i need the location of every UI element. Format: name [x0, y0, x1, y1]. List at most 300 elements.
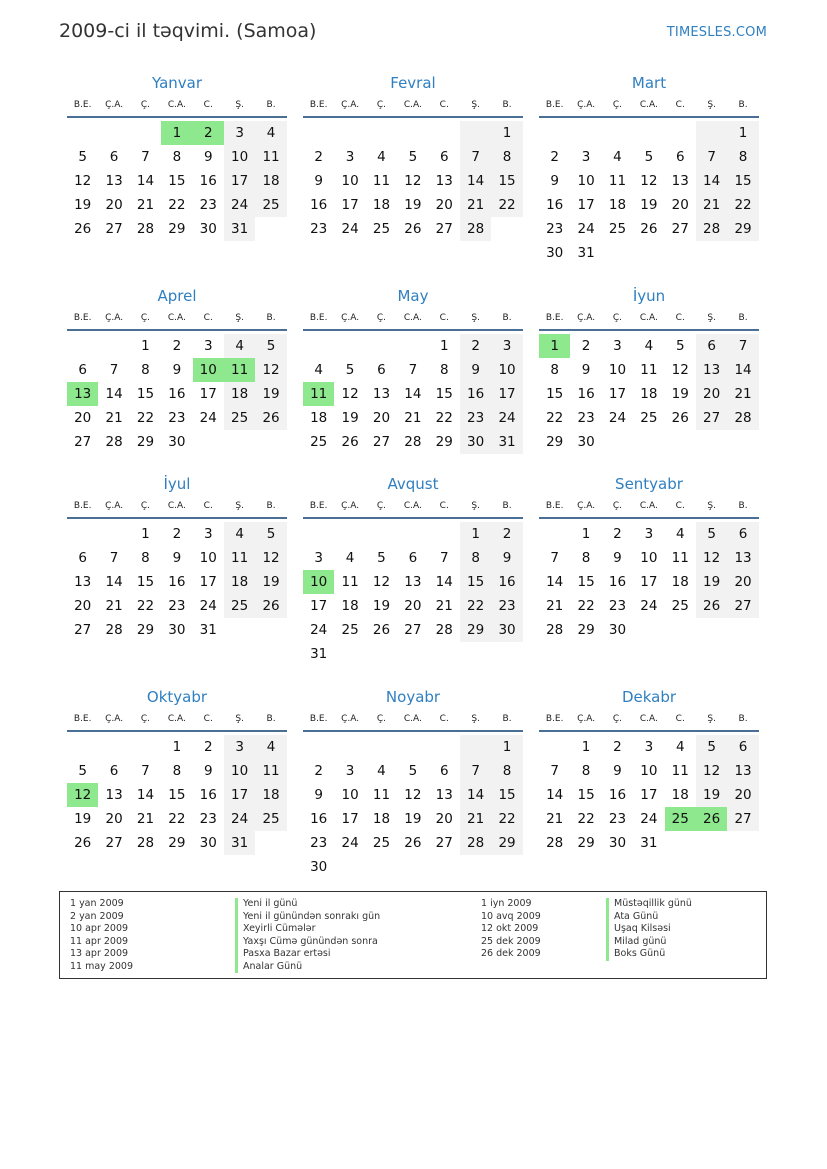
day-cell: 3: [224, 735, 255, 759]
day-cell: 28: [136, 221, 155, 237]
day-cell: 6: [78, 362, 87, 378]
day-cell: 30: [577, 434, 595, 450]
weekday-label: B.: [738, 501, 748, 511]
day-cell: 20: [404, 598, 422, 614]
day-cell: 13: [105, 787, 123, 803]
weekday-label: B.: [266, 100, 276, 110]
holiday-day-cell: 1: [161, 121, 192, 145]
day-cell: 7: [460, 145, 491, 169]
day-cell: 27: [727, 807, 758, 831]
legend-date: 10 apr 2009: [70, 923, 129, 934]
day-cell: 17: [640, 787, 658, 803]
day-cell: 30: [168, 434, 186, 450]
weekday-label: Ç.A.: [341, 501, 360, 511]
day-cell: 2: [581, 338, 591, 354]
empty-cell: [334, 121, 365, 145]
day-cell: 31: [310, 646, 328, 662]
day-cell: 15: [491, 169, 522, 193]
day-cell: 8: [141, 550, 150, 566]
day-cell: 10: [341, 173, 359, 189]
day-cell: 12: [404, 173, 422, 189]
day-cell: 17: [640, 574, 658, 590]
day-cell: 12: [255, 546, 286, 570]
weekday-header: [67, 94, 287, 118]
legend-date: 26 dek 2009: [481, 948, 541, 959]
day-cell: 9: [172, 362, 182, 378]
day-cell: 5: [377, 550, 386, 566]
day-cell: 1: [460, 522, 491, 546]
day-cell: 14: [696, 169, 727, 193]
day-cell: 24: [608, 410, 627, 426]
day-cell: 15: [460, 570, 491, 594]
day-cell: 22: [546, 410, 564, 426]
day-cell: 27: [671, 221, 689, 237]
day-cell: 25: [224, 594, 255, 618]
month-block: [67, 285, 287, 454]
day-cell: 23: [310, 221, 328, 237]
day-cell: 8: [172, 763, 182, 779]
day-cell: 4: [377, 149, 386, 165]
day-cell: 20: [372, 410, 391, 426]
day-cell: 7: [460, 759, 491, 783]
weekday-label: C.A.: [167, 100, 186, 110]
weekday-label: C.: [203, 714, 213, 724]
empty-cell: [98, 522, 129, 546]
day-cell: 1: [172, 739, 182, 755]
day-cell: 3: [345, 763, 355, 779]
day-cell: 10: [577, 173, 595, 189]
legend-date: 2 yan 2009: [70, 910, 124, 922]
day-cell: 18: [255, 169, 286, 193]
holiday-day-cell: 12: [67, 783, 98, 807]
weekday-label: C.A.: [167, 313, 186, 323]
day-cell: 13: [727, 759, 758, 783]
weekday-label: C.: [439, 501, 449, 511]
weekday-label: Ç.A.: [105, 714, 124, 724]
day-cell: 17: [224, 169, 255, 193]
day-cell: 5: [255, 334, 286, 358]
day-cell: 6: [377, 362, 386, 378]
holiday-day-cell: 10: [193, 358, 224, 382]
day-cell: 9: [491, 546, 522, 570]
day-cell: 15: [727, 169, 758, 193]
month-name: Aprel: [157, 287, 197, 305]
day-grid: [303, 735, 523, 879]
day-cell: 1: [491, 121, 522, 145]
month-block: [67, 686, 287, 855]
day-cell: 21: [136, 811, 155, 827]
weekday-label: C.: [439, 313, 449, 323]
weekday-label: Ç.A.: [577, 501, 596, 511]
day-cell: 23: [168, 410, 186, 426]
day-cell: 24: [341, 221, 359, 237]
weekday-label: B.E.: [545, 714, 564, 724]
day-cell: 17: [199, 574, 217, 590]
day-cell: 22: [168, 197, 186, 213]
day-cell: 15: [168, 787, 186, 803]
empty-cell: [570, 121, 601, 145]
day-cell: 5: [408, 149, 418, 165]
day-cell: 17: [608, 386, 627, 402]
day-cell: 26: [640, 221, 658, 237]
month-name: İyun: [632, 287, 666, 305]
day-cell: 26: [341, 434, 359, 450]
day-cell: 8: [172, 149, 182, 165]
day-cell: 19: [372, 598, 391, 614]
day-cell: 27: [404, 622, 422, 638]
day-cell: 7: [109, 550, 119, 566]
day-cell: 12: [404, 787, 422, 803]
weekday-label: Ç.: [140, 501, 151, 511]
day-cell: 26: [404, 835, 422, 851]
day-cell: 21: [136, 197, 155, 213]
empty-cell: [539, 121, 570, 145]
day-cell: 12: [372, 574, 391, 590]
weekday-label: Ç.: [612, 714, 623, 724]
empty-cell: [633, 121, 664, 145]
holiday-day-cell: 11: [303, 382, 334, 406]
day-cell: 1: [581, 739, 591, 755]
weekday-label: B.E.: [545, 100, 564, 110]
weekday-label: C.: [675, 501, 685, 511]
day-cell: 10: [608, 362, 627, 378]
day-cell: 29: [168, 221, 186, 237]
legend-date: 10 avq 2009: [481, 910, 541, 922]
day-cell: 1: [491, 735, 522, 759]
legend-date: 25 dek 2009: [481, 935, 541, 947]
day-cell: 27: [696, 406, 727, 430]
day-grid: [67, 334, 287, 454]
day-cell: 22: [136, 598, 155, 614]
day-cell: 18: [224, 382, 255, 406]
day-cell: 18: [608, 197, 627, 213]
day-cell: 12: [341, 386, 359, 402]
weekday-label: C.A.: [403, 501, 422, 511]
empty-cell: [130, 735, 161, 759]
day-cell: 19: [696, 783, 727, 807]
day-cell: 23: [460, 406, 491, 430]
day-cell: 19: [404, 197, 422, 213]
day-cell: 31: [640, 835, 658, 851]
day-cell: 23: [577, 410, 595, 426]
day-cell: 25: [341, 622, 359, 638]
empty-cell: [397, 735, 428, 759]
day-cell: 23: [608, 811, 627, 827]
day-cell: 17: [310, 598, 328, 614]
day-cell: 30: [460, 430, 491, 454]
day-cell: 28: [105, 622, 123, 638]
weekday-header: [303, 307, 523, 331]
day-cell: 24: [640, 811, 658, 827]
day-cell: 3: [345, 149, 355, 165]
weekday-label: B.E.: [309, 714, 328, 724]
day-cell: 21: [696, 193, 727, 217]
day-cell: 28: [696, 217, 727, 241]
empty-cell: [67, 522, 98, 546]
day-cell: 27: [105, 835, 123, 851]
day-cell: 9: [203, 763, 213, 779]
empty-cell: [334, 735, 365, 759]
empty-cell: [429, 522, 460, 546]
weekday-label: B.E.: [73, 313, 92, 323]
day-cell: 30: [199, 835, 217, 851]
day-grid: [539, 735, 759, 855]
day-cell: 28: [435, 622, 453, 638]
legend-date: 1 yan 2009: [70, 898, 124, 909]
day-cell: 18: [640, 386, 658, 402]
day-cell: 23: [310, 835, 328, 851]
day-cell: 3: [203, 526, 213, 542]
day-cell: 25: [608, 221, 627, 237]
empty-cell: [696, 121, 727, 145]
day-grid: [539, 334, 759, 454]
day-cell: 9: [581, 362, 591, 378]
day-cell: 11: [640, 362, 658, 378]
weekday-label: Ş.: [707, 501, 716, 511]
weekday-label: Ç.: [376, 714, 387, 724]
weekday-header: [539, 708, 759, 732]
day-cell: 30: [608, 835, 627, 851]
legend-right-names: [606, 898, 692, 961]
legend-holiday-name: Yeni il günündən sonrakı gün: [235, 911, 380, 924]
day-cell: 4: [345, 550, 355, 566]
day-cell: 23: [608, 598, 627, 614]
day-cell: 7: [727, 334, 758, 358]
site-brand-link[interactable]: TIMESLES.COM: [666, 25, 767, 40]
weekday-label: C.: [439, 714, 449, 724]
day-cell: 30: [608, 622, 627, 638]
day-cell: 14: [105, 574, 123, 590]
day-cell: 28: [727, 406, 758, 430]
day-cell: 18: [310, 410, 328, 426]
day-grid: [67, 121, 287, 241]
month-name: Yanvar: [151, 74, 203, 92]
legend-right-dates: [481, 898, 541, 961]
day-cell: 3: [644, 526, 654, 542]
day-cell: 30: [168, 622, 186, 638]
day-cell: 31: [199, 622, 217, 638]
weekday-label: B.E.: [545, 501, 564, 511]
day-cell: 11: [341, 574, 359, 590]
day-cell: 24: [341, 835, 359, 851]
day-cell: 5: [675, 338, 685, 354]
empty-cell: [67, 735, 98, 759]
day-cell: 11: [224, 546, 255, 570]
holiday-day-cell: 13: [67, 382, 98, 406]
month-name: Fevral: [390, 74, 436, 92]
day-cell: 10: [640, 550, 658, 566]
day-cell: 27: [435, 835, 453, 851]
weekday-label: B.: [502, 313, 512, 323]
empty-cell: [429, 735, 460, 759]
day-cell: 5: [78, 149, 87, 165]
day-cell: 26: [255, 406, 286, 430]
day-cell: 1: [141, 338, 150, 354]
day-grid: [539, 522, 759, 642]
empty-cell: [67, 334, 98, 358]
weekday-header: [303, 708, 523, 732]
day-cell: 22: [435, 410, 453, 426]
weekday-label: Ş.: [471, 313, 480, 323]
day-cell: 29: [168, 835, 186, 851]
day-grid: [67, 522, 287, 642]
weekday-label: Ç.: [376, 501, 387, 511]
month-block: [67, 72, 287, 241]
day-cell: 20: [727, 783, 758, 807]
day-cell: 14: [546, 787, 564, 803]
day-cell: 22: [577, 598, 595, 614]
day-cell: 4: [377, 763, 386, 779]
day-cell: 13: [435, 787, 453, 803]
day-cell: 6: [675, 149, 685, 165]
month-block: [539, 72, 759, 265]
holiday-day-cell: 25: [665, 807, 696, 831]
day-cell: 20: [105, 811, 123, 827]
day-cell: 25: [671, 598, 689, 614]
day-cell: 7: [109, 362, 119, 378]
day-cell: 3: [491, 334, 522, 358]
day-cell: 4: [224, 334, 255, 358]
day-cell: 24: [224, 807, 255, 831]
day-cell: 4: [675, 526, 685, 542]
day-cell: 8: [727, 145, 758, 169]
month-name: Oktyabr: [146, 688, 208, 706]
weekday-label: Ç.: [612, 501, 623, 511]
legend-holiday-name: Uşaq Kilsəsi: [606, 923, 692, 936]
weekday-label: Ş.: [707, 714, 716, 724]
weekday-header: [67, 708, 287, 732]
day-cell: 16: [310, 811, 328, 827]
day-cell: 31: [491, 430, 522, 454]
empty-cell: [303, 334, 334, 358]
day-cell: 16: [491, 570, 522, 594]
day-cell: 8: [491, 759, 522, 783]
day-cell: 22: [136, 410, 155, 426]
day-cell: 2: [172, 526, 182, 542]
day-cell: 23: [199, 197, 217, 213]
legend-holiday-name: Yeni il günü: [235, 898, 380, 911]
weekday-label: Ç.A.: [577, 100, 596, 110]
day-cell: 18: [255, 783, 286, 807]
day-cell: 18: [372, 811, 391, 827]
weekday-label: B.E.: [73, 501, 92, 511]
day-cell: 31: [224, 831, 255, 855]
day-cell: 15: [546, 386, 564, 402]
empty-cell: [366, 522, 397, 546]
day-cell: 6: [109, 763, 119, 779]
day-cell: 30: [199, 221, 217, 237]
weekday-label: Ş.: [235, 714, 244, 724]
day-cell: 6: [727, 735, 758, 759]
day-cell: 30: [491, 618, 522, 642]
weekday-label: C.A.: [639, 501, 658, 511]
day-cell: 9: [203, 149, 213, 165]
day-cell: 17: [577, 197, 595, 213]
day-cell: 11: [372, 787, 391, 803]
day-cell: 11: [372, 173, 391, 189]
day-cell: 20: [671, 197, 689, 213]
day-cell: 16: [199, 173, 217, 189]
month-block: [539, 686, 759, 855]
day-cell: 18: [372, 197, 391, 213]
day-cell: 7: [550, 763, 559, 779]
weekday-label: B.E.: [309, 313, 328, 323]
weekday-label: Ş.: [707, 100, 716, 110]
weekday-label: Ş.: [471, 714, 480, 724]
day-cell: 19: [74, 197, 92, 213]
holiday-day-cell: 11: [224, 358, 255, 382]
empty-cell: [334, 334, 365, 358]
day-cell: 15: [577, 787, 595, 803]
day-cell: 22: [727, 193, 758, 217]
day-cell: 20: [74, 598, 92, 614]
day-cell: 23: [199, 811, 217, 827]
weekday-label: B.E.: [73, 100, 92, 110]
legend-left-dates: [70, 898, 133, 973]
day-cell: 11: [671, 550, 689, 566]
day-cell: 24: [491, 406, 522, 430]
day-cell: 29: [136, 622, 155, 638]
day-cell: 25: [255, 193, 286, 217]
day-cell: 13: [671, 173, 689, 189]
day-cell: 10: [341, 787, 359, 803]
weekday-label: Ç.A.: [105, 501, 124, 511]
day-cell: 19: [640, 197, 658, 213]
day-cell: 19: [255, 570, 286, 594]
day-cell: 2: [314, 763, 323, 779]
month-name: Sentyabr: [615, 475, 683, 493]
day-cell: 9: [613, 550, 622, 566]
day-cell: 2: [314, 149, 323, 165]
legend-date: 1 iyn 2009: [481, 898, 532, 909]
day-cell: 1: [727, 121, 758, 145]
day-cell: 11: [671, 763, 689, 779]
day-cell: 18: [224, 570, 255, 594]
day-cell: 7: [141, 149, 150, 165]
day-cell: 13: [696, 358, 727, 382]
empty-cell: [67, 121, 98, 145]
day-cell: 24: [224, 193, 255, 217]
weekday-label: Ç.A.: [577, 313, 596, 323]
day-cell: 26: [671, 410, 689, 426]
weekday-label: Ç.: [140, 313, 151, 323]
weekday-label: Ş.: [471, 501, 480, 511]
day-cell: 11: [255, 145, 286, 169]
legend-holiday-name: Analar Günü: [235, 961, 380, 974]
day-cell: 18: [341, 598, 359, 614]
legend-holiday-name: Müstəqillik günü: [606, 898, 692, 911]
day-cell: 5: [78, 763, 87, 779]
day-cell: 24: [199, 598, 217, 614]
weekday-label: C.: [203, 501, 213, 511]
weekday-label: B.E.: [73, 714, 92, 724]
month-name: May: [397, 287, 429, 305]
day-cell: 21: [460, 807, 491, 831]
weekday-label: Ş.: [235, 501, 244, 511]
day-cell: 5: [255, 522, 286, 546]
day-cell: 19: [74, 811, 92, 827]
day-cell: 27: [727, 594, 758, 618]
day-cell: 22: [577, 811, 595, 827]
day-cell: 13: [404, 574, 422, 590]
day-cell: 27: [74, 434, 92, 450]
day-cell: 5: [696, 522, 727, 546]
day-cell: 14: [136, 787, 155, 803]
day-cell: 12: [255, 358, 286, 382]
legend-holiday-name: Boks Günü: [606, 948, 692, 961]
weekday-label: Ç.A.: [341, 714, 360, 724]
weekday-label: Ç.A.: [105, 100, 124, 110]
